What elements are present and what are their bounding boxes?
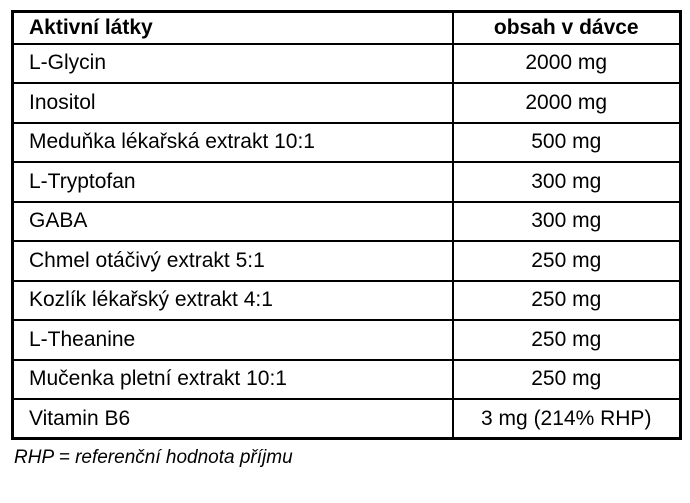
- header-substance: Aktivní látky: [13, 12, 453, 44]
- table-row: [13, 123, 681, 163]
- table-row: [13, 360, 681, 400]
- amount-cell: 2000 mg: [453, 83, 681, 123]
- substance-cell: Inositol: [13, 83, 453, 123]
- substance-cell: L-Tryptofan: [13, 162, 453, 202]
- substance-cell: Kozlík lékařský extrakt 4:1: [13, 281, 453, 321]
- table-row: [13, 202, 681, 242]
- substance-cell: Chmel otáčivý extrakt 5:1: [13, 241, 453, 281]
- amount-cell: 500 mg: [453, 123, 681, 163]
- amount-cell: 250 mg: [453, 241, 681, 281]
- amount-cell: 300 mg: [453, 202, 681, 242]
- table-row: [13, 44, 681, 84]
- substance-cell: Mučenka pletní extrakt 10:1: [13, 360, 453, 400]
- substance-cell: Meduňka lékařská extrakt 10:1: [13, 123, 453, 163]
- header-amount: obsah v dávce: [453, 12, 681, 44]
- ingredients-table: [11, 10, 682, 440]
- table-row: [13, 281, 681, 321]
- amount-cell: 2000 mg: [453, 44, 681, 84]
- table-row: [13, 162, 681, 202]
- amount-cell: 3 mg (214% RHP): [453, 399, 681, 439]
- table-row: [13, 320, 681, 360]
- footnote: RHP = referenční hodnota příjmu: [14, 447, 293, 468]
- amount-cell: 250 mg: [453, 360, 681, 400]
- table-row: [13, 83, 681, 123]
- substance-cell: L-Glycin: [13, 44, 453, 84]
- substance-cell: L-Theanine: [13, 320, 453, 360]
- table-row: [13, 241, 681, 281]
- table-header-row: [13, 12, 681, 44]
- amount-cell: 250 mg: [453, 281, 681, 321]
- amount-cell: 300 mg: [453, 162, 681, 202]
- substance-cell: GABA: [13, 202, 453, 242]
- table-row: [13, 399, 681, 439]
- substance-cell: Vitamin B6: [13, 399, 453, 439]
- amount-cell: 250 mg: [453, 320, 681, 360]
